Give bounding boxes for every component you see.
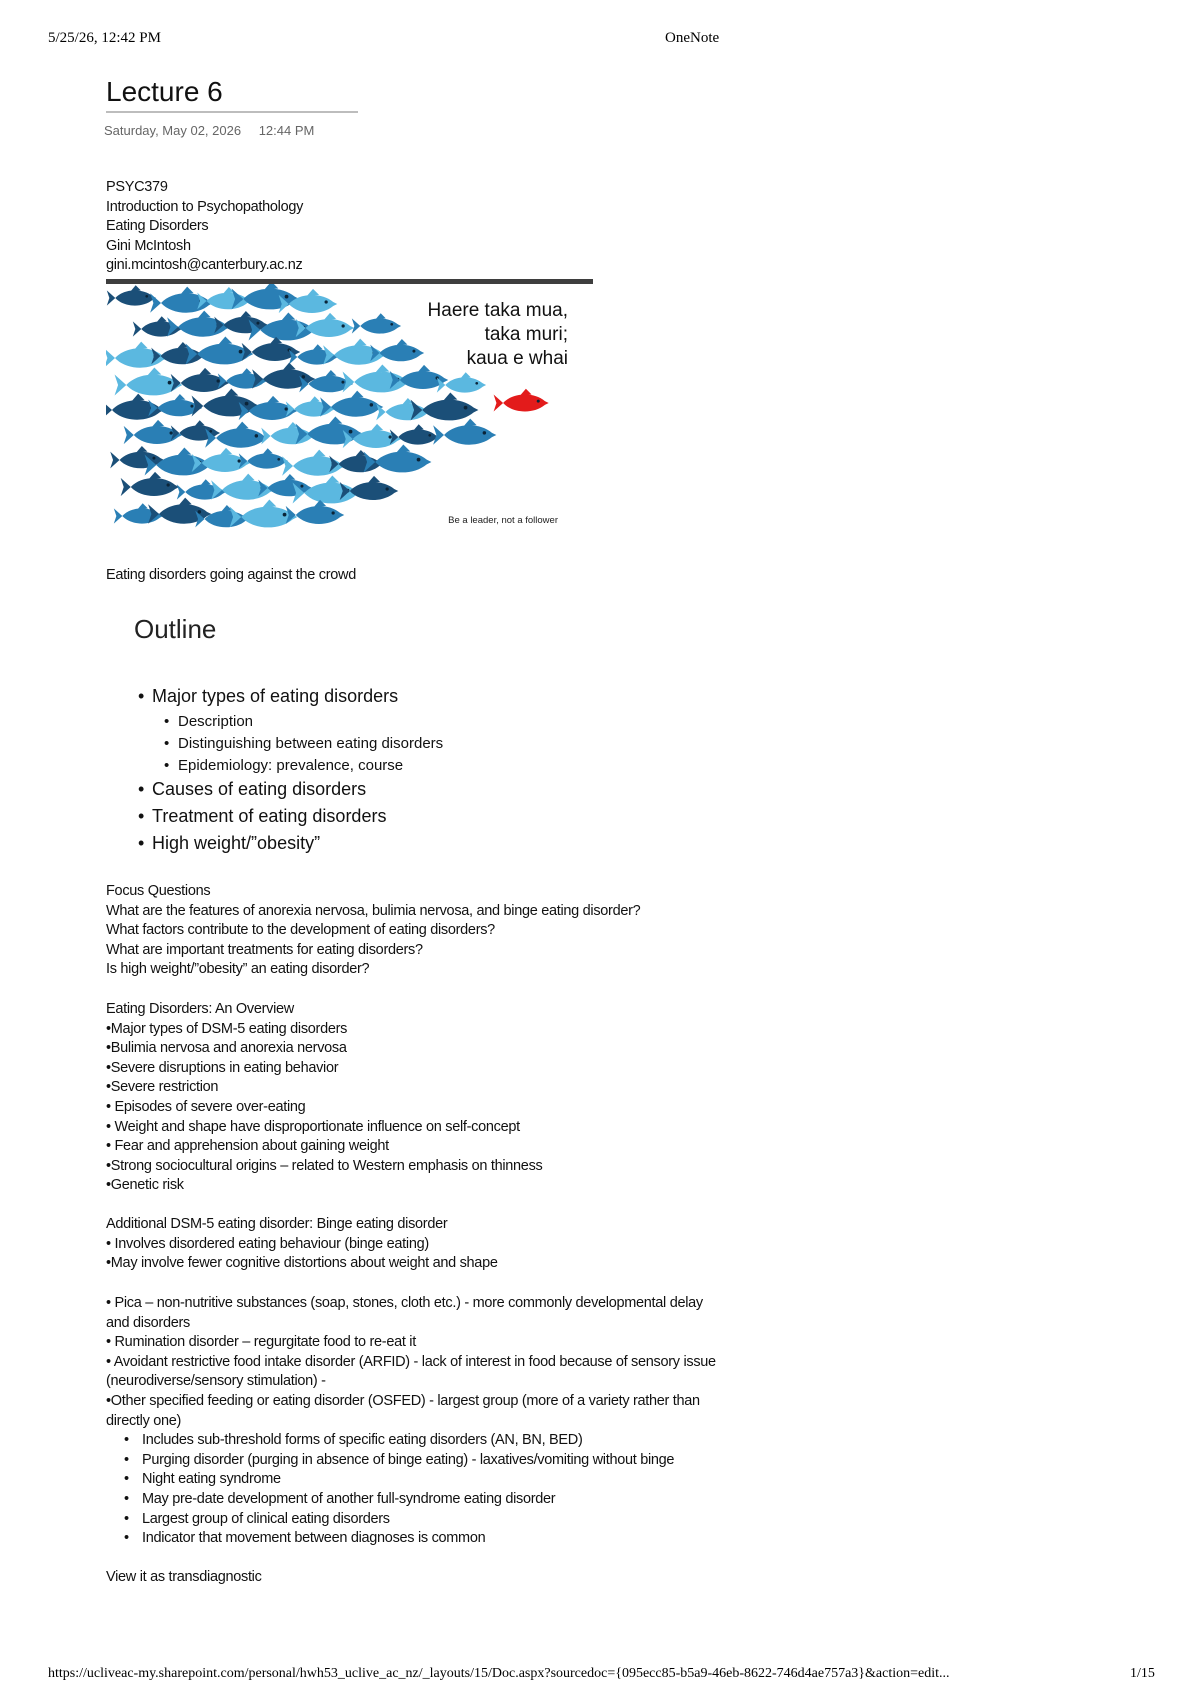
overview-line: •Bulimia nervosa and anorexia nervosa (106, 1040, 347, 1057)
slide-quote-line-2: taka muri; (484, 324, 568, 345)
lecture-topic: Eating Disorders (106, 218, 209, 235)
fish-icon (390, 424, 439, 444)
fish-slide-image (106, 284, 593, 548)
fish-icon (107, 285, 156, 305)
closing-line: View it as transdiagnostic (106, 1569, 262, 1585)
other-line: • Rumination disorder – regurgitate food to re-eat it (106, 1334, 416, 1351)
print-app-name: OneNote (665, 30, 720, 46)
overview-line: •Strong sociocultural origins – related to Western emphasis on thinness (106, 1157, 543, 1174)
title-underline (106, 111, 358, 113)
outline-subitem: • Distinguishing between eating disorders (164, 735, 443, 752)
fish-icon (239, 448, 288, 468)
osfed-subitem: • Night eating syndrome (106, 1470, 726, 1490)
page-time: 12:44 PM (258, 123, 315, 138)
fish-icon (437, 372, 486, 392)
osfed-subitem: • Includes sub-threshold forms of specific eating disorders (AN, BN, BED) (106, 1431, 726, 1451)
fish-icon (352, 313, 401, 333)
fish-school-illustration (106, 284, 593, 548)
slide-quote-line-1: Haere taka mua, (427, 300, 568, 321)
osfed-subitem: • May pre-date development of another full-syndrome eating disorder (106, 1490, 726, 1510)
binge-line: • Involves disordered eating behaviour (binge eating) (106, 1235, 429, 1252)
osfed-subitem: • Largest group of clinical eating disorders (106, 1510, 726, 1530)
outline-subitem: • Epidemiology: prevalence, course (164, 757, 443, 774)
other-line: • Avoidant restrictive food intake disorder (ARFID) - lack of interest in food because of sensory issue (neurodiverse/sensory stimulation) - (106, 1353, 716, 1390)
fish-icon (343, 364, 411, 392)
overview-line: • Episodes of severe over-eating (106, 1098, 306, 1115)
print-url: https://ucliveac-my.sharepoint.com/personal/hwh53_uclive_ac_nz/_layouts/15/Doc.aspx?sourcedoc={095ecc85-b5a9-46eb-8622-746d4ae757a3}&action=edit... (48, 1666, 950, 1681)
outline-item: • Causes of eating disorders (138, 779, 443, 800)
outline-heading: Outline (134, 614, 217, 644)
print-page-number: 1/15 (1130, 1666, 1155, 1681)
osfed-sublist (106, 1431, 726, 1549)
overview-line: •Severe restriction (106, 1079, 219, 1096)
other-line: • Pica – non-nutritive substances (soap, stones, cloth etc.) - more commonly developmental delay and disorders (106, 1295, 703, 1331)
focus-question: What factors contribute to the development of eating disorders? (106, 922, 495, 939)
outline-slide (106, 600, 590, 870)
osfed-subitem: • Purging disorder (purging in absence of binge eating) - laxatives/vomiting without binge (106, 1451, 726, 1471)
fish-icon (115, 367, 183, 395)
fish-icon (261, 422, 315, 444)
course-name: Introduction to Psychopathology (106, 198, 304, 215)
focus-question: What are important treatments for eating disorders? (106, 941, 423, 958)
overview-line: •Major types of DSM-5 eating disorders (106, 1020, 348, 1037)
binge-line: •May involve fewer cognitive distortions about weight and shape (106, 1255, 498, 1272)
other-line: •Other specified feeding or eating disorder (OSFED) - largest group (more of a variety rather than directly one) (106, 1392, 700, 1429)
fish-icon (320, 391, 383, 417)
focus-question: What are the features of anorexia nervosa, bulimia nervosa, and binge eating disorder? (106, 902, 641, 919)
red-fish-icon (494, 389, 549, 412)
outline-item: • High weight/”obesity” (138, 833, 443, 854)
lecturer-email: gini.mcintosh@canterbury.ac.nz (106, 257, 303, 274)
course-code: PSYC379 (106, 179, 168, 195)
outline-subitem: • Description (164, 713, 443, 730)
outline-item: • Major types of eating disorders (138, 686, 443, 707)
focus-heading: Focus Questions (106, 883, 211, 899)
overview-line: • Weight and shape have disproportionate influence on self-concept (106, 1118, 520, 1135)
outline-item: • Treatment of eating disorders (138, 806, 443, 827)
outline-list (138, 686, 443, 860)
overview-section (106, 1000, 542, 1196)
slide1-caption-text (106, 566, 356, 586)
fish-icon (376, 398, 430, 420)
print-header (0, 30, 1200, 50)
fish-icon (192, 388, 260, 416)
overview-line: •Genetic risk (106, 1177, 184, 1194)
overview-line: • Fear and apprehension about gaining weight (106, 1138, 389, 1155)
red-fish-leader (494, 389, 549, 412)
other-disorders-section (106, 1294, 726, 1549)
binge-heading: Additional DSM-5 eating disorder: Binge eating disorder (106, 1216, 448, 1232)
binge-section (106, 1215, 498, 1274)
fish-icon (433, 419, 496, 445)
fish-icon (286, 500, 345, 524)
course-info (106, 178, 303, 276)
slide1-caption-line: Eating disorders going against the crowd (106, 567, 356, 583)
page-date: Saturday, May 02, 2026 (104, 123, 242, 138)
osfed-subitem: • Indicator that movement between diagnoses is common (106, 1529, 726, 1549)
slide-caption: Be a leader, not a follower (448, 515, 558, 526)
overview-heading: Eating Disorders: An Overview (106, 1001, 294, 1017)
page-title: Lecture 6 (106, 76, 223, 107)
overview-line: •Severe disruptions in eating behavior (106, 1059, 339, 1076)
page-meta (104, 123, 328, 138)
print-datetime: 5/25/26, 12:42 PM (48, 30, 161, 46)
fish-icon (121, 472, 180, 496)
focus-question: Is high weight/”obesity” an eating disorder? (106, 961, 370, 978)
lecturer-name: Gini McIntosh (106, 237, 191, 254)
slide-quote-line-3: kaua e whai (466, 348, 568, 369)
closing-note (106, 1568, 262, 1588)
focus-questions (106, 882, 640, 980)
